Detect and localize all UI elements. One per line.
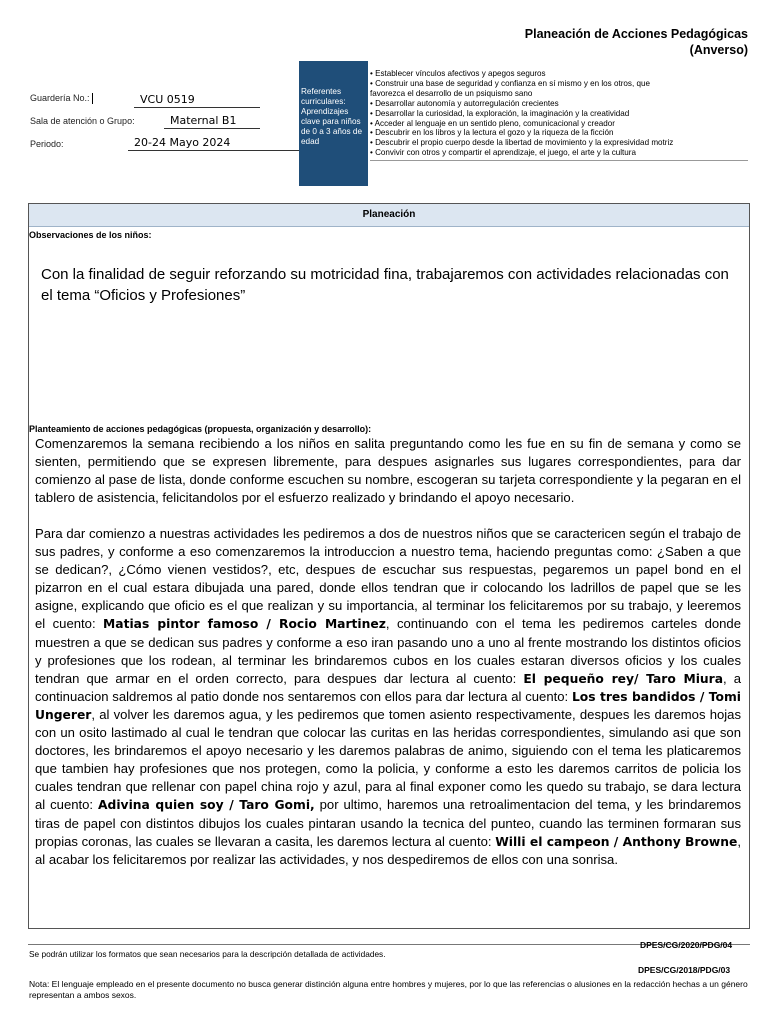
form-code-1: DPES/CG/2020/PDG/04 — [640, 940, 733, 950]
document-title — [525, 26, 748, 58]
referente-item: • Construir una base de seguridad y confianza en sí mismo y en los otros, que — [370, 78, 650, 88]
book-title: Matias pintor famoso / Rocio Martinez — [103, 617, 386, 632]
observaciones-label: Observaciones de los niños: — [29, 230, 152, 240]
sala-field[interactable]: Maternal B1 — [164, 114, 260, 129]
periodo-label: Periodo: — [30, 139, 64, 149]
acciones-paragraph-1[interactable]: Comenzaremos la semana recibiendo a los niños en salita preguntando como les fue en su fin de semana y como se sienten, permitiendo que se expresen libremente, para despues asignarles sus lugares correspondientes, para dar comienzo al pase de lista, donde conforme escuchen su nombre, escogeran su tarjeta correspondiente y la pegaran en el tablero de asistencia, felicitandolos por el esfuerzo realizado y brindando el apoyo necesario. — [35, 436, 741, 506]
guarderia-label: Guardería No.: — [30, 93, 94, 104]
title-line-2: (Anverso) — [689, 43, 748, 57]
acciones-paragraph-2[interactable]: Para dar comienzo a nuestras actividades les pediremos a dos de nuestros niños que se caractericen según el trabajo de sus padres, y conforme a eso comenzaremos la introduccion a nuestro tema, haciendo preguntas como: ¿Saben a que se dedican?, ¿Cómo vienen vestidos?, etc, despues de escuchar sus respuestas, pegaremos un papel bond en el pizarron en el cual estara dibujada una pared, donde ellos tendran que ir colocando los ladrillos de papel que se les asigne, explicando que oficio es el que realizan y su importancia, al terminar los felicitaremos por su trabajo, y leeremos el cuento: Matias pintor famoso / Rocio Martinez, continuando con el tema les pediremos carteles donde muestren a que se dedican sus padres y conforme a eso iran pasando uno a uno al frente mostrando los distintos oficios y profesiones que los rodean, al terminar les brindaremos cubos en los cuales estaran diversos oficios y los cuales tendran que armar en el orden correcto, para despues dar lectura al cuento: El pequeño rey/ Taro Miura, a continuacion saldremos al patio donde nos sentaremos con ellos para dar lectura al cuento: Los tres bandidos / Tomi Ungerer, al volver les daremos agua, y les pediremos que tomen asiento respectivamente, despues les daremos hojas con un osito lastimado al cual le tendran que colocar las curitas en las heridas correspondientes, simulando asi que son doctores, les brindaremos el apoyo necesario y les daremos palabras de animo, siguiendo con el tema les platicaremos que tambien hay profesiones que nos protegen, como la policia, y conforme a esto les daremos carritos de policia los cuales tendran que rellenar con papel china rojo y azul, para al final exponer como les quedo su trabajo, se dara lectura al cuento: Adivina quien soy / Taro Gomi, por ultimo, haremos una retroalimentacion del tema, y les brindaremos tiras de papel con distintos dibujos los cuales pintaran usando la tecnica del punteo, cuando las terminen formaran sus propias coronas, las cuales se llevaran a casita, les daremos lectura al cuento: Willi el campeon / Anthony Browne, al acabar los felicitaremos por realizar las actividades, y nos despediremos de ellos con una sonrisa. — [35, 526, 742, 867]
book-title: Adivina quien soy / Taro Gomi, — [98, 798, 315, 813]
footer-note: Se podrán utilizar los formatos que sean necesarios para la descripción detallada de actividades. — [29, 949, 386, 959]
book-title: Los tres bandidos / Tomi Ungerer — [35, 689, 742, 722]
referente-item: • Descubrir en los libros y la lectura el gozo y la riqueza de la ficción — [370, 128, 614, 138]
referente-item: • Establecer vínculos afectivos y apegos seguros — [370, 69, 546, 78]
referente-item: • Acceder al lenguaje en un sentido pleno, comunicacional y creador — [370, 118, 615, 128]
referente-item: • Descubrir el propio cuerpo desde la libertad de movimiento y la expresividad motriz — [370, 138, 674, 148]
planeacion-header: Planeación — [29, 204, 749, 227]
referente-item: favorezca el desarrollo de un psiquismo sano — [370, 88, 533, 98]
periodo-field[interactable]: 20-24 Mayo 2024 — [128, 136, 304, 151]
observaciones-text[interactable]: Con la finalidad de seguir reforzando su motricidad fina, trabajaremos con actividades relacionadas con el tema “Oficios y Profesiones” — [41, 266, 729, 304]
referentes-list — [370, 69, 748, 161]
language-note: Nota: El lenguaje empleado en el presente documento no busca generar distinción alguna entre hombres y mujeres, por lo que las referencias o alusiones en la redacción hechas a un género representan a ambos sexos. — [29, 979, 748, 1000]
sala-label: Sala de atención o Grupo: — [30, 116, 135, 126]
referente-item: • Desarrollar la curiosidad, la exploración, la imaginación y la creatividad — [370, 108, 630, 118]
book-title: Willi el campeon / Anthony Browne — [495, 834, 738, 849]
book-title: El pequeño rey/ Taro Miura — [523, 671, 724, 686]
title-line-1: Planeación de Acciones Pedagógicas — [524, 27, 748, 41]
guarderia-field[interactable]: VCU 0519 — [134, 93, 260, 108]
cursor-mark — [92, 93, 94, 104]
referente-item: • Convivir con otros y compartir el aprendizaje, el juego, el arte y la cultura — [370, 148, 637, 158]
acciones-label: Planteamiento de acciones pedagógicas (propuesta, organización y desarrollo): — [29, 424, 372, 434]
form-code-2: DPES/CG/2018/PDG/03 — [638, 965, 731, 975]
referente-item: • Desarrollar autonomía y autorregulación crecientes — [370, 98, 559, 108]
referentes-heading: Referentes curriculares: Aprendizajes clave para niños de 0 a 3 años de edad — [299, 61, 368, 186]
